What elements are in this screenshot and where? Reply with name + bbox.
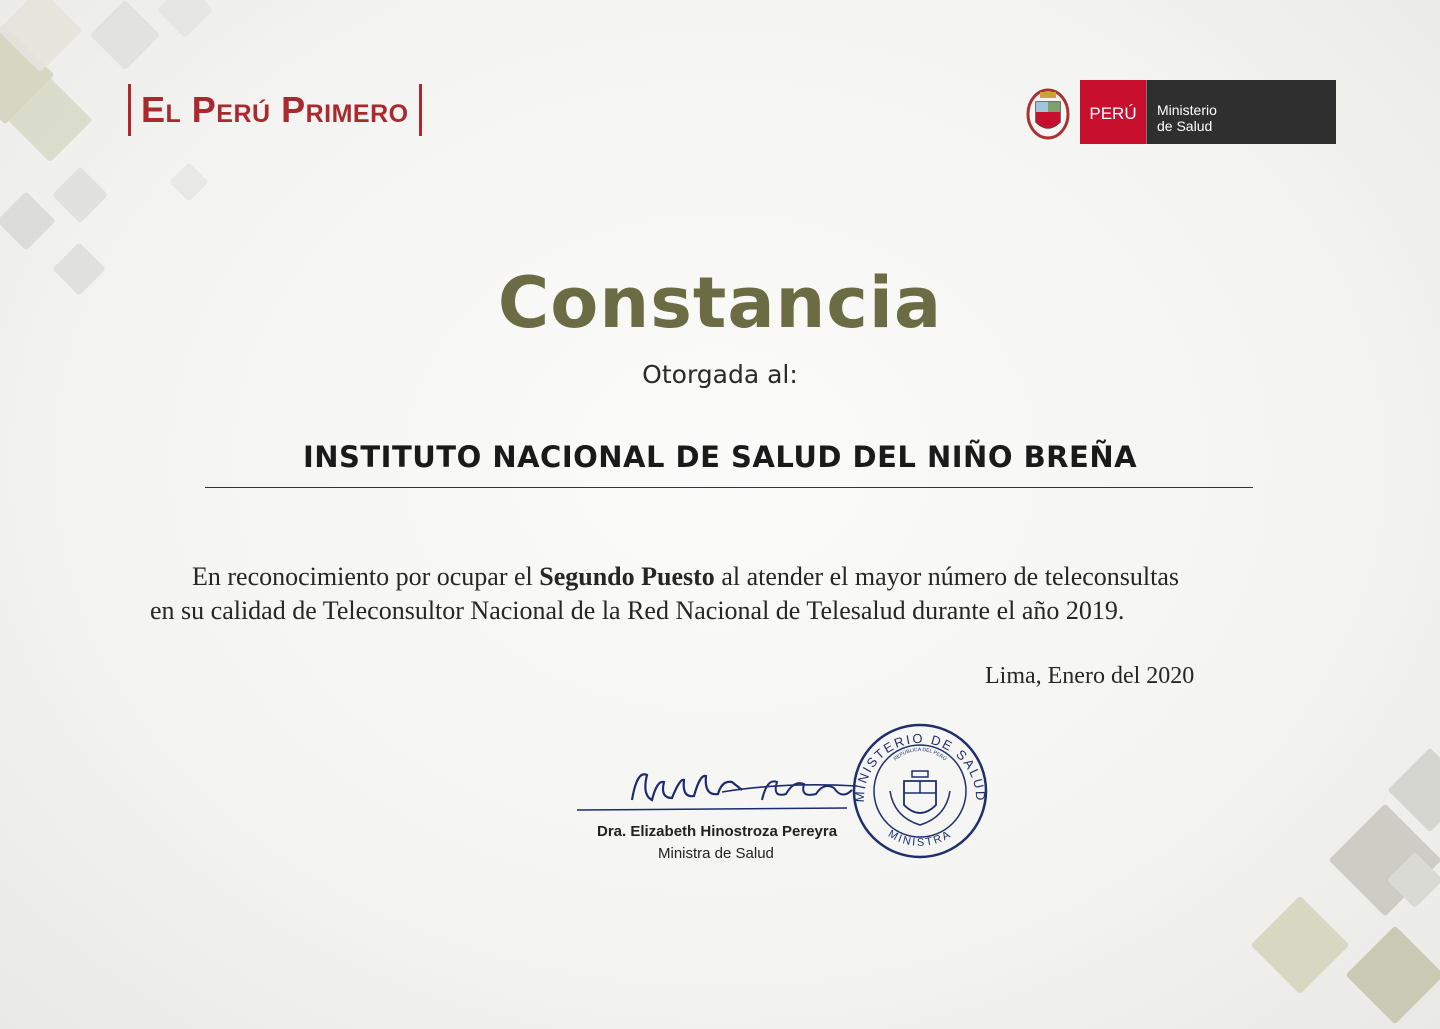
peru-label: PERÚ bbox=[1080, 80, 1146, 144]
ministry-label-line2: de Salud bbox=[1157, 118, 1213, 134]
seal-bottom-text: MINISTRA bbox=[886, 827, 954, 849]
seal-outer-text: MINISTERIO DE SALUD bbox=[851, 730, 989, 803]
handwritten-signature bbox=[572, 760, 872, 830]
signatory-role: Ministra de Salud bbox=[658, 845, 774, 862]
certificate-subtitle: Otorgada al: bbox=[642, 360, 798, 389]
decorative-diamond bbox=[157, 0, 214, 38]
decorative-diamond bbox=[0, 191, 56, 250]
decorative-diamond bbox=[169, 162, 209, 202]
recipient-name: INSTITUTO NACIONAL DE SALUD DEL NIÑO BREÑA bbox=[302, 440, 1138, 474]
el-peru-primero-logo bbox=[128, 84, 422, 136]
body-line-1-bold: Segundo Puesto bbox=[539, 562, 715, 591]
ministry-header-logo bbox=[1022, 80, 1336, 144]
decorative-diamond bbox=[1346, 926, 1440, 1025]
ministry-label bbox=[1146, 80, 1336, 144]
svg-text:MINISTRA bbox=[886, 828, 954, 849]
decorative-diamond bbox=[1251, 896, 1350, 995]
decorative-diamond bbox=[90, 0, 161, 70]
body-line-2: en su calidad de Teleconsultor Nacional de la Red Nacional de Telesalud durante el año 2019. bbox=[150, 596, 1125, 625]
ministry-label-line1: Ministerio bbox=[1157, 102, 1217, 118]
seal-inner-text: REPÚBLICA DEL PERÚ bbox=[892, 746, 948, 763]
seal-coat-of-arms-icon bbox=[890, 771, 950, 825]
recipient-underline bbox=[205, 487, 1253, 488]
certificate-body bbox=[150, 560, 1310, 628]
body-line-1-end: al atender el mayor número de teleconsultas bbox=[714, 562, 1180, 591]
body-line-1-start: En reconocimiento por ocupar el bbox=[192, 562, 540, 591]
campaign-logo-text: El Perú Primero bbox=[141, 89, 409, 130]
body-line-1 bbox=[150, 560, 1310, 594]
ministry-seal-stamp bbox=[850, 721, 990, 861]
place-date: Lima, Enero del 2020 bbox=[985, 663, 1195, 689]
certificate-title: Constancia bbox=[497, 262, 943, 344]
decorative-diamond bbox=[52, 167, 109, 224]
signatory-name: Dra. Elizabeth Hinostroza Pereyra bbox=[597, 823, 838, 840]
coat-of-arms-icon bbox=[1022, 80, 1074, 144]
